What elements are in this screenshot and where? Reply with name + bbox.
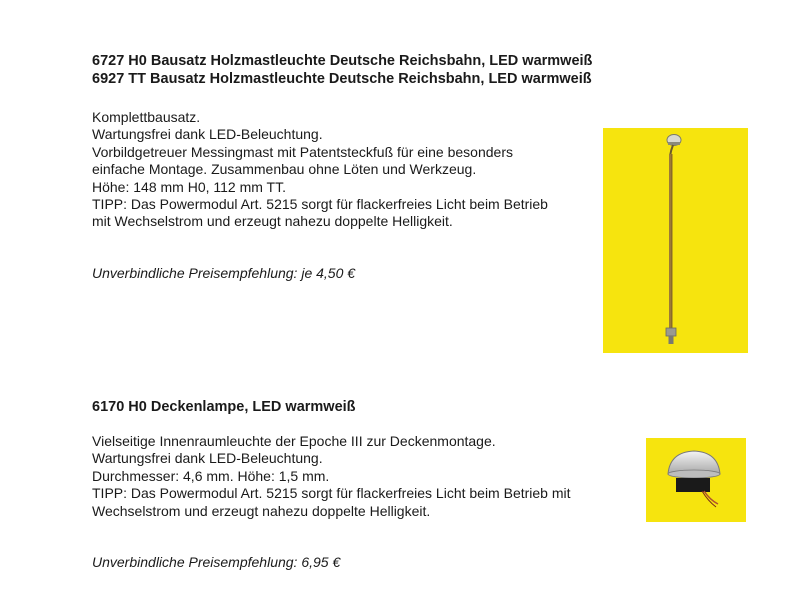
product-title: 6927 TT Bausatz Holzmastleuchte Deutsche Reichsbahn, LED warmweiß	[92, 71, 592, 87]
description-line: TIPP: Das Powermodul Art. 5215 sorgt für flackerfreies Licht beim Betrieb	[92, 196, 548, 213]
price-recommendation: Unverbindliche Preisempfehlung: je 4,50 €	[92, 265, 356, 281]
product-title: 6170 H0 Deckenlampe, LED warmweiß	[92, 399, 356, 415]
lamp-post-photo	[603, 128, 748, 353]
product-description	[92, 109, 548, 231]
description-line: mit Wechselstrom und erzeugt nahezu doppelte Helligkeit.	[92, 213, 453, 230]
product-title: 6727 H0 Bausatz Holzmastleuchte Deutsche Reichsbahn, LED warmweiß	[92, 53, 593, 69]
description-line: Komplettbausatz.	[92, 109, 201, 125]
description-line: Höhe: 148 mm H0, 112 mm TT.	[92, 178, 286, 195]
description-line: Vielseitige Innenraumleuchte der Epoche III zur Deckenmontage.	[92, 433, 496, 449]
description-line: einfache Montage. Zusammenbau ohne Löten und Werkzeug.	[92, 161, 477, 178]
description-line: Vorbildgetreuer Messingmast mit Patentsteckfuß für eine besonders	[92, 143, 513, 160]
ceiling-lamp-photo	[646, 438, 746, 522]
description-line: Durchmesser: 4,6 mm. Höhe: 1,5 mm.	[92, 467, 330, 484]
description-line: TIPP: Das Powermodul Art. 5215 sorgt für flackerfreies Licht beim Betrieb mit	[92, 485, 571, 502]
description-line: Wechselstrom und erzeugt nahezu doppelte Helligkeit.	[92, 502, 431, 519]
price-recommendation: Unverbindliche Preisempfehlung: 6,95 €	[92, 554, 341, 570]
lamp-post-illustration	[603, 128, 748, 353]
product-description	[92, 433, 571, 520]
description-line: Wartungsfrei dank LED-Beleuchtung.	[92, 450, 323, 467]
description-line: Wartungsfrei dank LED-Beleuchtung.	[92, 126, 323, 143]
ceiling-lamp-illustration	[646, 438, 746, 522]
